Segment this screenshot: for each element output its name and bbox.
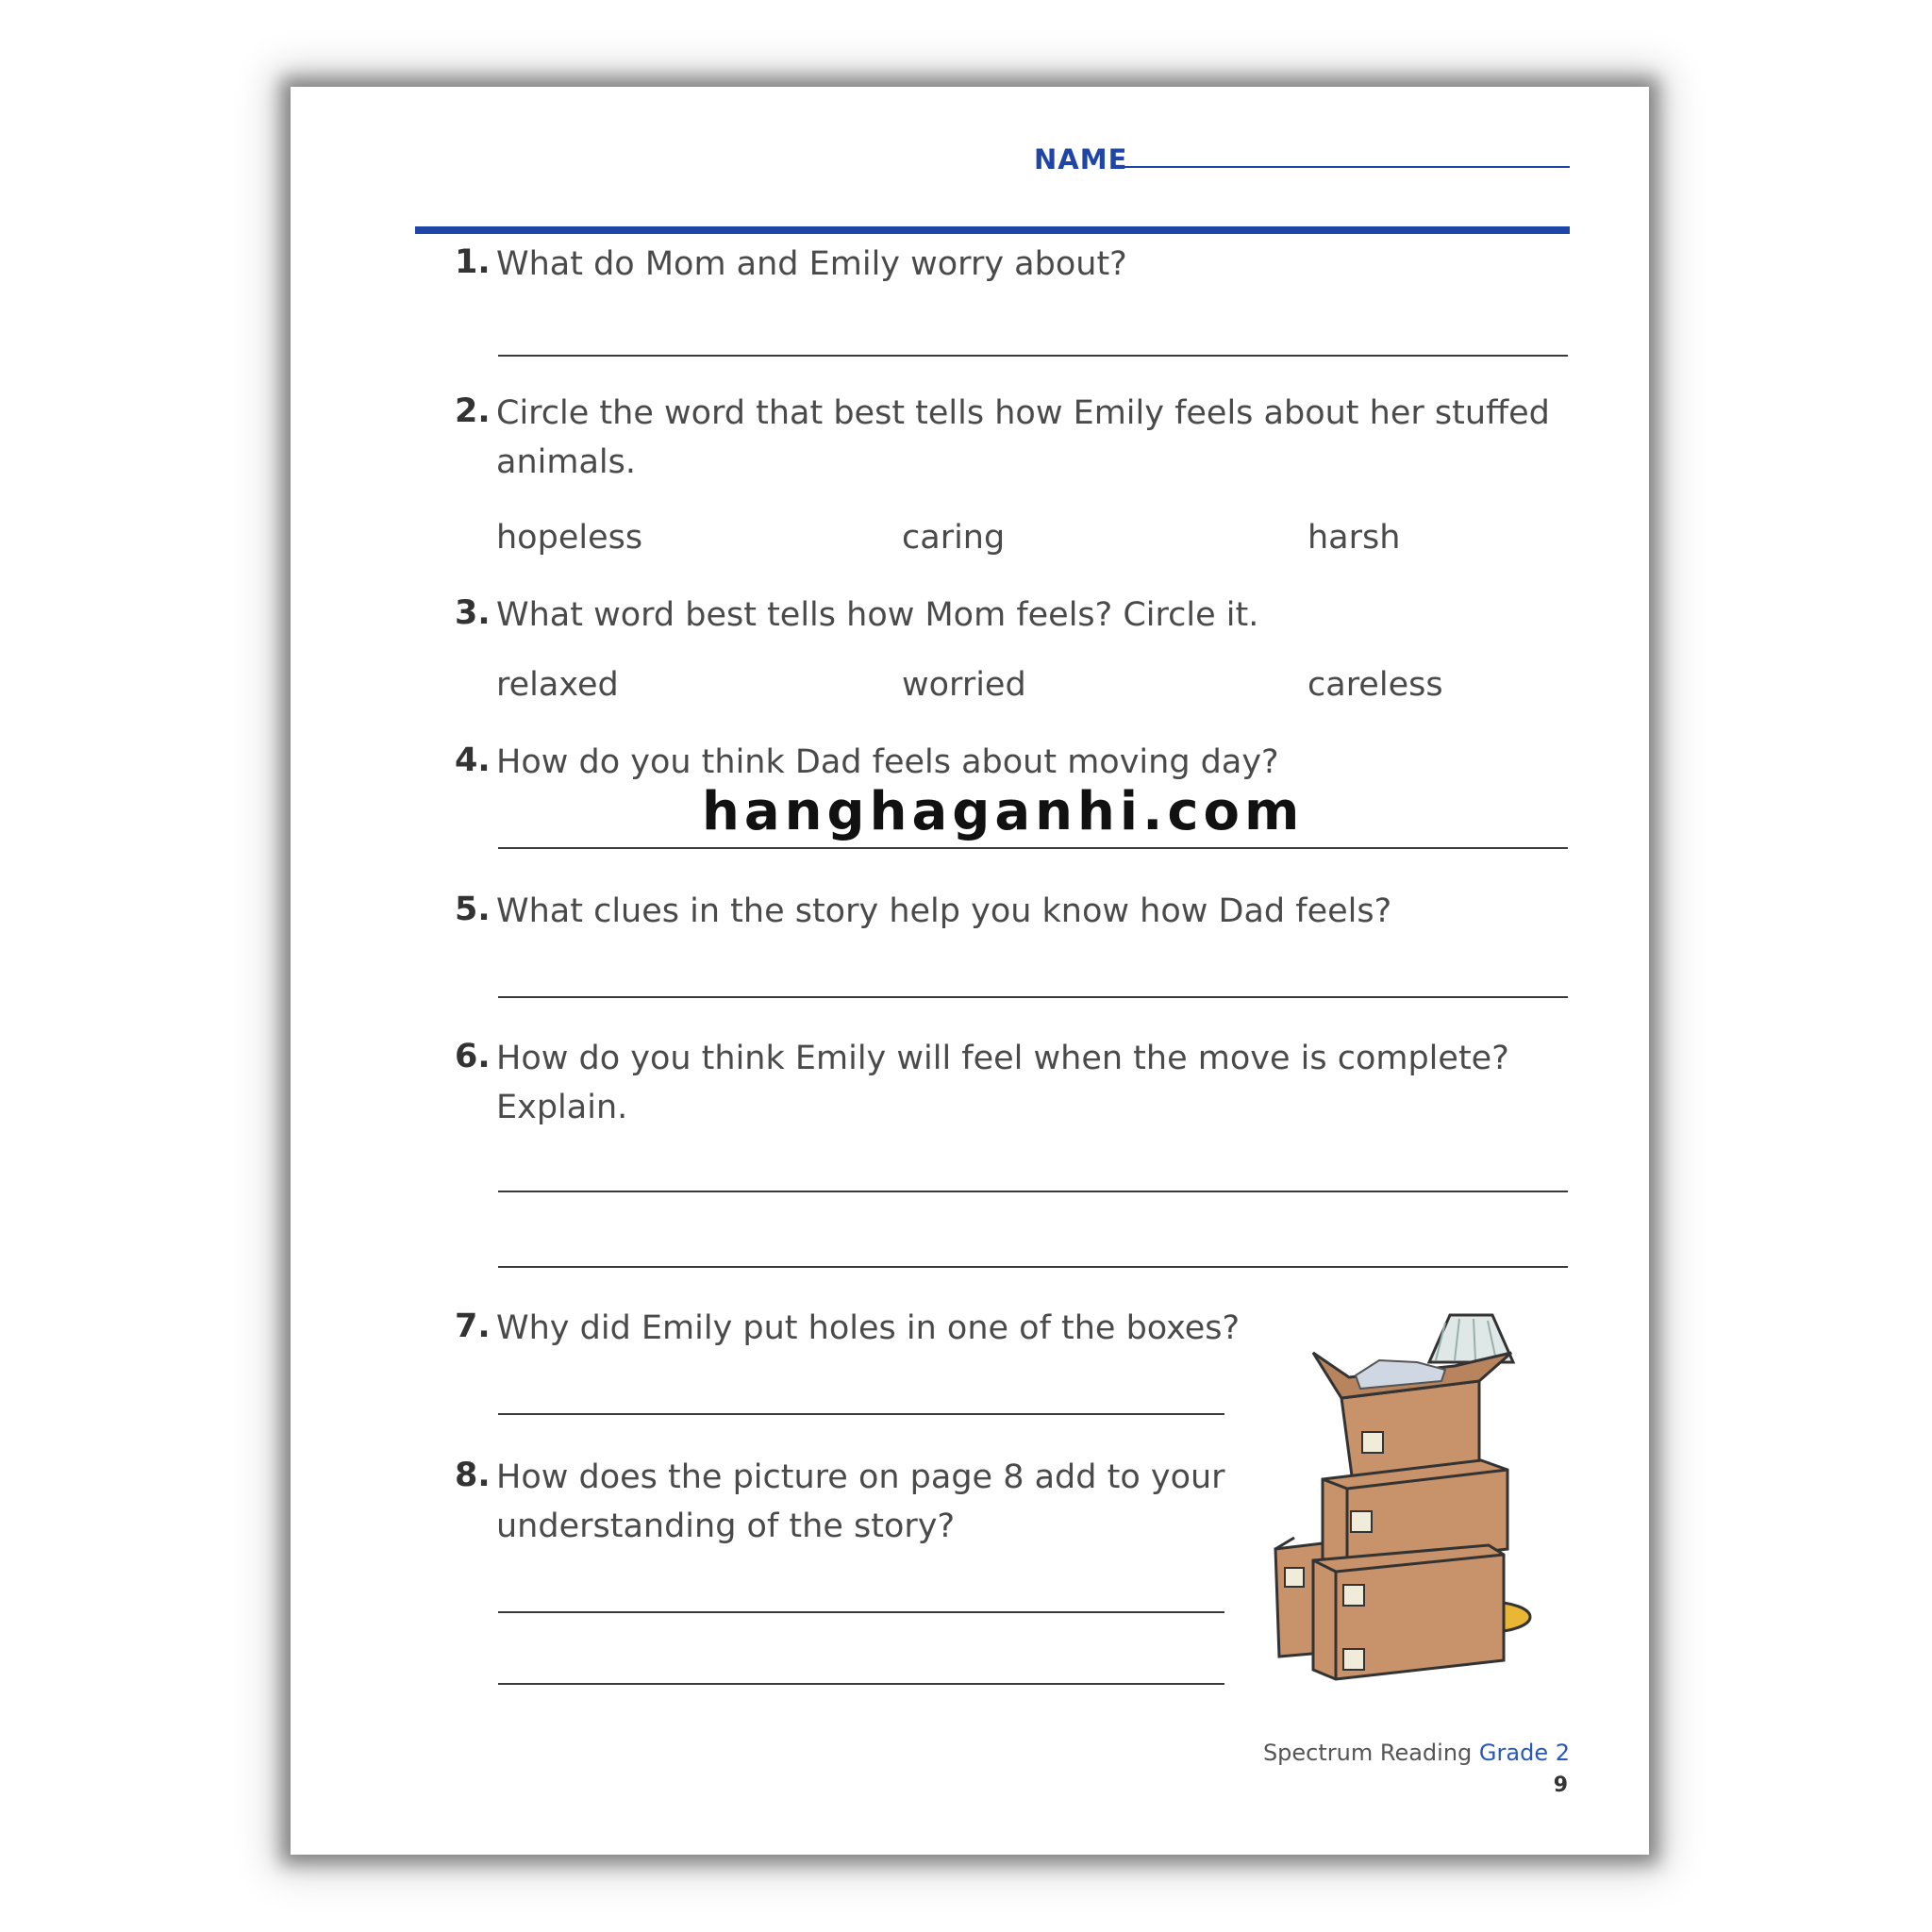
footer-series	[1263, 1740, 1570, 1766]
page-number: 9	[1553, 1774, 1568, 1797]
question-3-choice-relaxed[interactable]: relaxed	[496, 666, 619, 704]
watermark-text: hanghaganhi.com	[702, 781, 1305, 842]
question-8-text-line2: understanding of the story?	[496, 1507, 956, 1545]
question-5-text: What clues in the story help you know how Dad feels?	[496, 892, 1392, 930]
question-2-text-line2: animals.	[496, 443, 636, 481]
question-8-answer-line-2[interactable]	[498, 1683, 1224, 1685]
question-4-number: 4.	[455, 741, 491, 779]
question-2-number: 2.	[455, 392, 491, 430]
question-2-choice-hopeless[interactable]: hopeless	[496, 519, 643, 557]
question-2-choice-caring[interactable]: caring	[902, 519, 1006, 557]
question-8-number: 8.	[455, 1457, 491, 1494]
question-1-text: What do Mom and Emily worry about?	[496, 245, 1127, 283]
question-2-text-line1: Circle the word that best tells how Emily feels about her stuffed	[496, 394, 1550, 432]
question-6-answer-line-1[interactable]	[498, 1191, 1568, 1192]
question-3-text: What word best tells how Mom feels? Circle it.	[496, 596, 1259, 634]
question-6-text-line1: How do you think Emily will feel when the move is complete?	[496, 1040, 1509, 1077]
question-8-answer-line-1[interactable]	[498, 1611, 1224, 1613]
question-8-text-line1: How does the picture on page 8 add to your	[496, 1458, 1225, 1496]
footer-grade: Grade 2	[1478, 1740, 1570, 1766]
footer-series-title: Spectrum Reading	[1262, 1740, 1473, 1766]
header-divider	[415, 226, 1570, 234]
question-5-number: 5.	[455, 891, 491, 928]
question-6-number: 6.	[455, 1038, 491, 1075]
question-3-choice-careless[interactable]: careless	[1307, 666, 1443, 704]
question-5-answer-line[interactable]	[498, 996, 1568, 998]
question-2-choice-harsh[interactable]: harsh	[1307, 519, 1401, 557]
question-1-answer-line[interactable]	[498, 355, 1568, 357]
question-6-text-line2: Explain.	[496, 1089, 628, 1126]
name-label: NAME	[1034, 143, 1128, 175]
question-7-text: Why did Emily put holes in one of the boxes?	[496, 1309, 1241, 1347]
question-3-number: 3.	[455, 594, 491, 632]
question-3-choice-worried[interactable]: worried	[902, 666, 1026, 704]
question-4-text: How do you think Dad feels about moving day?	[496, 743, 1279, 781]
question-4-answer-line[interactable]	[498, 847, 1568, 849]
question-6-answer-line-2[interactable]	[498, 1266, 1568, 1268]
question-7-number: 7.	[455, 1307, 491, 1345]
moving-boxes-illustration	[1257, 1294, 1568, 1709]
question-7-answer-line[interactable]	[498, 1413, 1224, 1415]
name-answer-line[interactable]	[1124, 166, 1570, 168]
question-1-number: 1.	[455, 243, 491, 281]
